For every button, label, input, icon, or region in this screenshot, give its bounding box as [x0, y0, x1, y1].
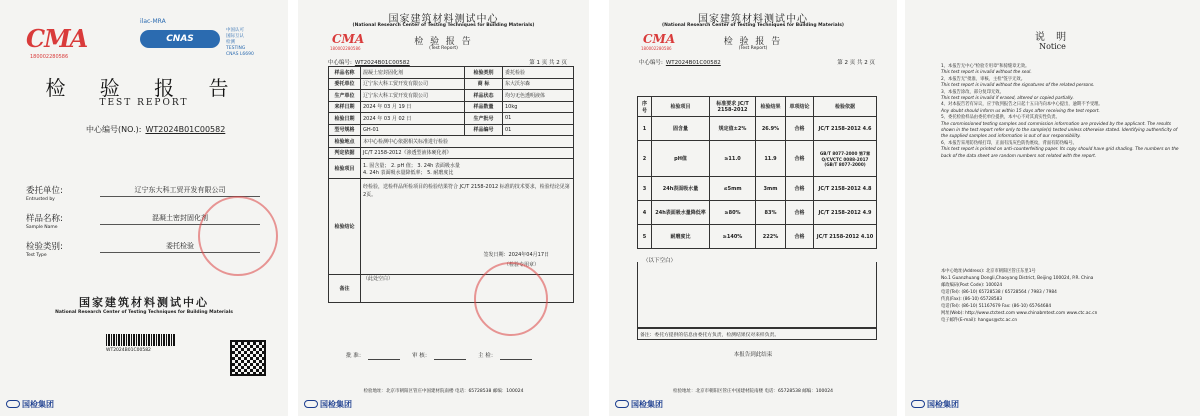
notice-item: 3、本报告涂改、部分复印无效。 This test report is invalid if erased, altered or copied partially. — [941, 89, 1074, 102]
page-number: 第 1 页 共 2 页 — [529, 60, 567, 66]
notice-page — [905, 0, 1200, 416]
center-number: 中心编号: WT2024B01C00582 — [639, 60, 721, 66]
signature-review — [434, 348, 466, 360]
qr-code — [230, 340, 266, 376]
field-label-test-type: 检验类别: Test Type — [26, 242, 63, 258]
notice-item: 6、本报告采用防伪纸打印，正面有浅灰色防伪底纹，背面有防伪编号。 This test report is printed on anti-counterfeiting paper. Its copy should have grid shading. The numbers on the back of the data sheet are random numbers not related with the report. — [941, 140, 1179, 159]
org-name-en: National Research Center of Testing Techniques for Building Materials — [55, 310, 233, 315]
center-number: 中心编号(NO.): WT2024B01C00582 — [86, 125, 226, 134]
field-value-sample: 混凝土密封固化剂 — [100, 213, 260, 225]
conclusion-text: 经检验，送检样品所检项目的检验结果符合 JC/T 2158-2012 标准的技术要求，检验结论见第2页。 — [363, 184, 570, 198]
field-value-entrusted: 辽宁东大科工贸开发有限公司 — [100, 185, 260, 197]
report-page-1 — [298, 0, 589, 416]
cma-number: 180002280586 — [330, 46, 361, 51]
table-row: 1 固含量 规定值±2% 26.9% 合格 JC/T 2158-2012 4.6 — [638, 117, 877, 141]
page-header-en: (National Research Center of Testing Techniques for Building Materials) — [352, 23, 535, 28]
notice-list — [941, 64, 1181, 160]
signature-main — [500, 348, 532, 360]
page-header-en: (National Research Center of Testing Techniques for Building Materials) — [662, 23, 844, 28]
cma-logo: CMA — [643, 32, 676, 46]
org-name-cn: 国家建筑材料测试中心 — [79, 296, 209, 309]
cma-number: 180002280586 — [30, 54, 69, 60]
ctc-brand-logo: 国检集团 — [911, 399, 959, 410]
ctc-brand-logo: 国检集团 — [304, 399, 352, 410]
red-seal-stamp — [198, 196, 278, 276]
red-seal-stamp — [474, 262, 548, 336]
table-row: 判定依据 JC/T 2158-2012《渗透型液体硬化剂》 — [329, 147, 574, 159]
notice-item: 2、本报告无"批准、审核、主检"签字无效。 This test report is invalid without the signatures of the related persons. — [941, 76, 1095, 89]
contact-info: 本中心地址(Address): 北京市朝阳区管庄东里1号 No.1 Guanzhuang Dongli,Chaoyang District, Beijing 100024, P.R. China 邮政编码(Post Code): 100024 电话(Tel): (86-10) 65728538 / 65728564 / 7983 / 7984 传真(Fax): (86-10) 65728583 电话(Tel): (86-10) 51167679 Fax: (86-10) 65764684 网址(Web): http://www.ctctest.com www.chinabmtest.com www.ctc.ac.cn 电子邮件(E-mail): hangus@ctc.ac.cn — [941, 269, 1098, 323]
report-page-2 — [609, 0, 897, 416]
table-row: 4 24h表面吸水量降低率 ≥80% 83% 合格 JC/T 2158-2012 4.9 — [638, 201, 877, 225]
page-title-en: (Test Report) — [429, 46, 458, 51]
footer-address: 检验地址：北京市朝阳区管庄中国建材院南楼 电话：65728538 邮编：100024 — [673, 389, 833, 394]
table-row: 样品名称 混凝土密封固化剂 检验类别 委托检验 — [329, 67, 574, 79]
table-row: 检验日期 2024 年 03 月 02 日 生产批号 01 — [329, 113, 574, 125]
report-subtitle: TEST REPORT — [99, 98, 189, 108]
page-title: 检 验 报 告 — [414, 37, 473, 47]
page-title-en: (Test Report) — [738, 46, 768, 51]
field-value-test-type: 委托检验 — [100, 241, 260, 253]
page-title: 检 验 报 告 — [723, 37, 783, 47]
field-label-entrusted: 委托单位: Entrusted by — [26, 186, 63, 202]
remark-text: 备注：委托方提供的信息由委托方负责，检测结果仅对来样负责。 — [637, 328, 877, 340]
page-header-cn: 国家建筑材料测试中心 — [388, 14, 499, 25]
notice-title-en: Notice — [1039, 42, 1066, 51]
page-number: 第 2 页 共 2 页 — [837, 60, 875, 66]
table-row: 来样日期 2024 年 03 月 19 日 样品数量 10kg — [329, 101, 574, 113]
table-row: 检验结论 经检验，送检样品所检项目的检验结果符合 JC/T 2158-2012 标准的技术要求，检验结论见第2页。 签发日期：2024年04月17日 （检验专用章） — [329, 179, 574, 275]
table-row: 检验项目 1. 固含量； 2. pH 值； 3. 24h 表面吸水量 4. 24h 表面吸水量降低率； 5. 耐磨度比 — [329, 159, 574, 179]
page-header-cn: 国家建筑材料测试中心 — [698, 14, 808, 25]
cma-logo: CMA — [332, 32, 365, 46]
ctc-brand-logo: 国检集团 — [6, 399, 54, 410]
issue-date: 签发日期：2024年04月17日 — [483, 252, 549, 258]
cma-number: 180002280586 — [641, 46, 672, 51]
blank-note: （以下空白） — [643, 258, 677, 264]
notice-title: 说 明 — [1034, 32, 1071, 43]
barcode — [106, 334, 176, 346]
table-row: 备注 （此处空白） — [329, 275, 574, 303]
ctc-brand-logo: 国检集团 — [615, 399, 663, 410]
cnas-side-text: 中国认可 国际互认 检测 TESTING CNAS L6690 — [226, 28, 254, 57]
cma-logo: CMA — [26, 24, 88, 53]
table-row: 5 耐磨度比 ≥140% 222% 合格 JC/T 2158-2012 4.10 — [638, 225, 877, 249]
blank-area — [637, 262, 877, 328]
table-header-row: 序号 检验项目 标准要求 JC/T 2158-2012 检验结果 单项结论 检验依据 — [638, 97, 877, 117]
table-row: 检验地点 本中心检测中心依据相关标准进行检验 — [329, 136, 574, 148]
barcode-number: WT2024B01C00582 — [106, 348, 151, 353]
notice-item: 4、对本报告若有异议，应于收到报告之日起十五日内向本中心提出，逾期不予受理。 Any doubt should inform us within 15 days after receiving the test report. — [941, 102, 1103, 114]
footer-address: 检验地址：北京市朝阳区管庄中国建材院南楼 电话：65728538 邮编：100024 — [363, 389, 524, 394]
notice-item: 1、本报告无中心"检验专用章"和骑缝章无效。 This test report is invalid without the seal. — [941, 64, 1032, 76]
report-title: 检 验 报 告 — [45, 76, 243, 100]
info-table — [328, 66, 574, 303]
ilac-logo: ilac-MRA — [140, 18, 166, 25]
report-cover-page — [0, 0, 288, 416]
seal-label: （检验专用章） — [503, 262, 539, 268]
notice-item: 5、委托检验样品由委托单位提供，本中心不对其真实性负责。 The commissioned testing samples and commission information are provided by the applicant. The results shown in the test report refer only to the sample(s) tested unless otherwise stated. Identifying authenticity of the supplied samples and information is out of our responsibility. — [941, 115, 1178, 140]
signature-line: 批 准： 审 核： 主 检： — [346, 348, 542, 360]
table-row: 生产单位 辽宁东大科工贸开发有限公司 样品状态 均匀无色透明液体 — [329, 90, 574, 102]
center-number: 中心编号: WT2024B01C00582 — [328, 60, 410, 66]
table-row: 2 pH值 ≥11.0 11.9 合格 GB/T 8077-2000 第7章 Q/CVCTC 0088-2017 (GB/T 8077-2000) — [638, 141, 877, 177]
end-note: 本报告到此结束 — [733, 352, 773, 358]
results-table — [637, 96, 877, 249]
cnas-logo: CNAS — [140, 30, 220, 48]
table-row: 3 24h表面吸水量 ≤5mm 3mm 合格 JC/T 2158-2012 4.8 — [638, 177, 877, 201]
field-label-sample: 样品名称: Sample Name — [26, 214, 63, 230]
signature-approve — [368, 348, 400, 360]
table-row: 委托单位 辽宁东大科工贸开发有限公司 商 标 东大沃尔森 — [329, 78, 574, 90]
table-row: 型号规格 GH-01 样品编号 01 — [329, 124, 574, 136]
